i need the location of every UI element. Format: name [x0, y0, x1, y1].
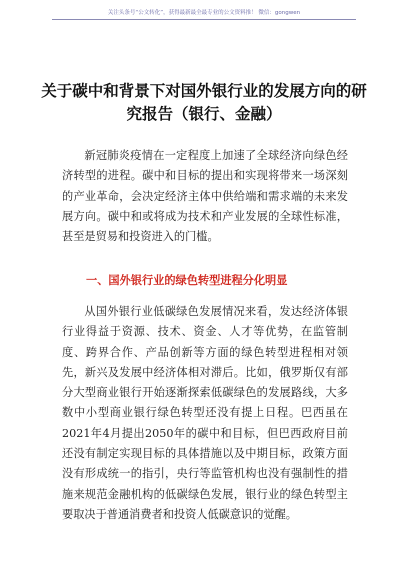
header-divider [52, 19, 356, 20]
intro-paragraph: 新冠肺炎疫情在一定程度上加速了全球经济向绿色经济转型的进程。碳中和目标的提出和实现将带来一场深刻的产业革命，会决定经济主体中供给端和需求端的未来发展方向。碳中和或将成为技术和产业发展的全球性标准，甚至是贸易和投资进入的门槛。 [62, 149, 348, 244]
section-paragraph: 从国外银行业低碳绿色发展情况来看，发达经济体银行业得益于资源、技术、资金、人才等优势，在监管制度、跨界合作、产品创新等方面的绿色转型进程相对领先，新兴及发展中经济体相对滞后。比如，俄罗斯仅有部分大型商业银行开始逐渐探索低碳绿色的发展路线，大多数中小型商业银行绿色转型还没有提上日程。巴西虽在2021年4月提出2050年的碳中和目标，但巴西政府目前还没有制定实现目标的具体措施以及中期目标，政策方面没有形成统一的指引，央行等监管机构也没有强制性的措施来规范金融机构的低碳绿色发展，银行业的绿色转型主要取决于普通消费者和投资人低碳意识的觉醒。 [62, 305, 348, 521]
section-heading: 一、国外银行业的绿色转型进程分化明显 [86, 274, 288, 287]
page-header-banner: 关注头条号“公文转化”，获得最新最全最专业的公文资料推！ 微信：gongwen [107, 10, 301, 16]
document-title: 关于碳中和背景下对国外银行业的发展方向的研究报告（银行、金融） [41, 82, 367, 123]
